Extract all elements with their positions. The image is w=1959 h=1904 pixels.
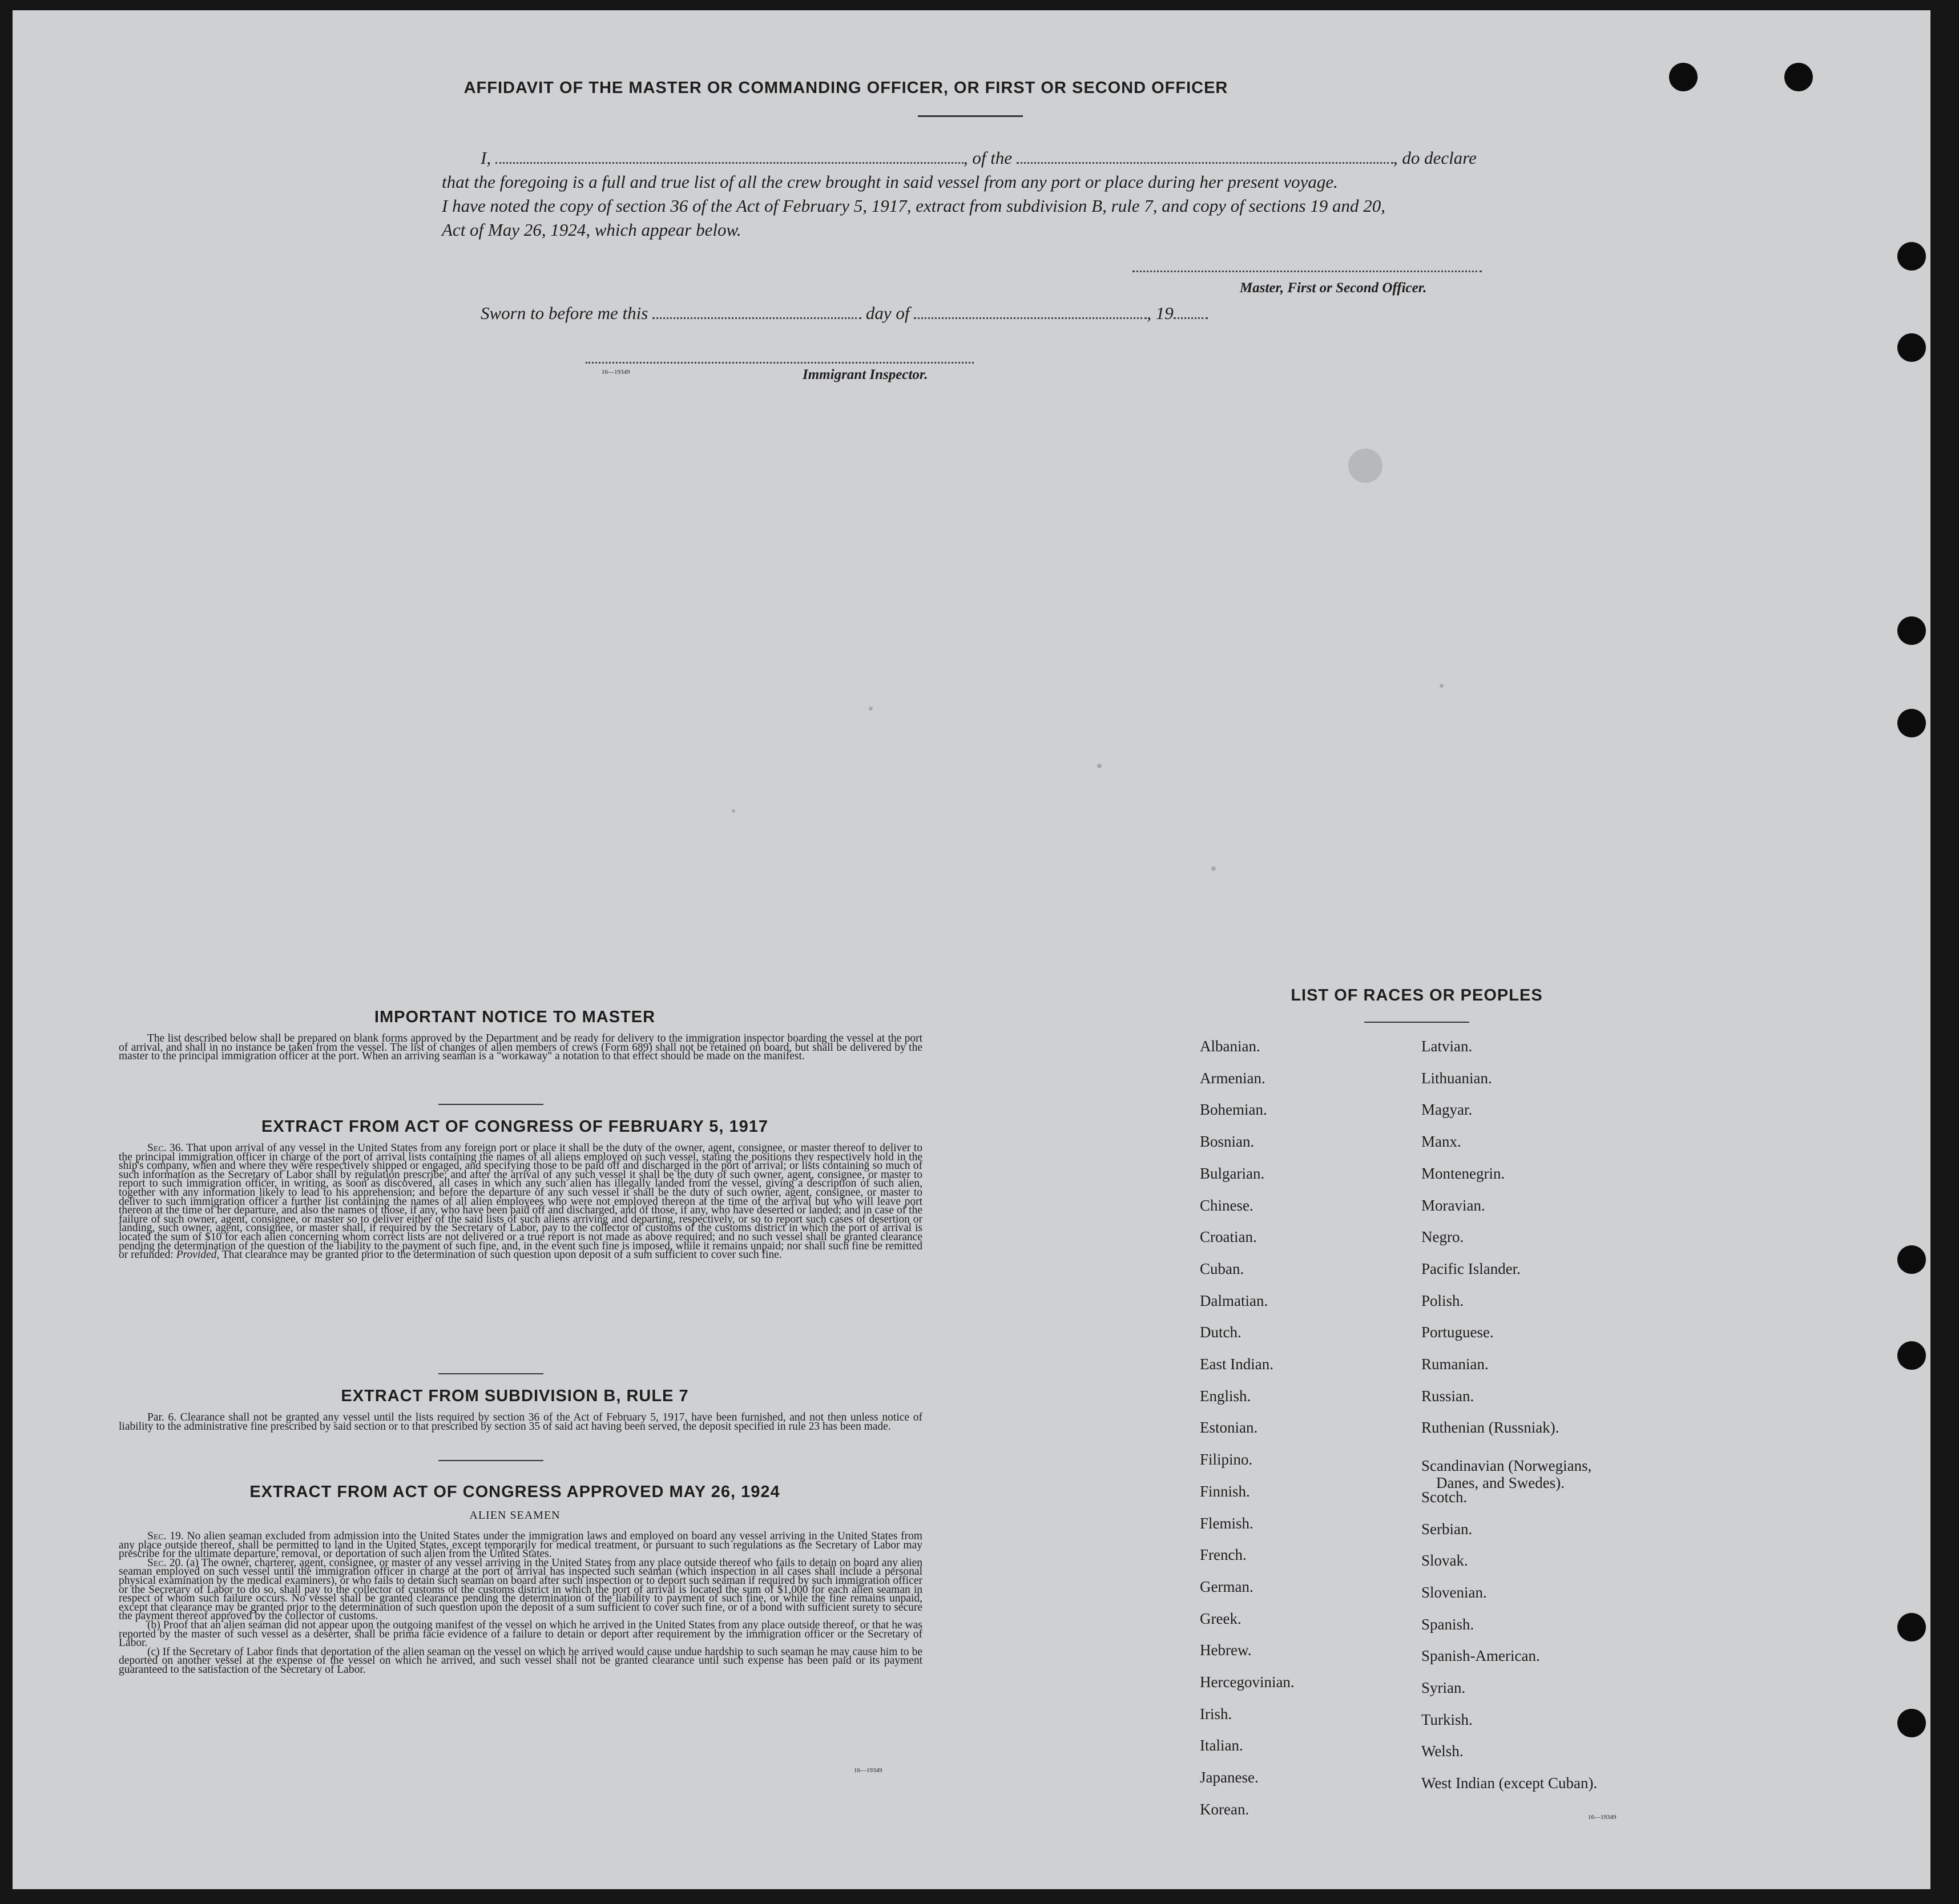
race-item: Turkish.: [1421, 1711, 1473, 1728]
race-item: Rumanian.: [1421, 1356, 1489, 1373]
race-item: Japanese.: [1200, 1769, 1259, 1786]
inspector-label: Immigrant Inspector.: [803, 367, 928, 382]
race-item: Ruthenian (Russniak).: [1421, 1419, 1559, 1436]
race-item: Bohemian.: [1200, 1101, 1267, 1118]
alien-seamen-subtitle: ALIEN SEAMEN: [469, 1509, 561, 1522]
provided-word: Provided,: [176, 1249, 220, 1261]
form-number: 16—19349: [602, 369, 630, 376]
race-item: Bulgarian.: [1200, 1165, 1265, 1182]
name-field[interactable]: [495, 160, 964, 164]
paper-speck: [1348, 449, 1382, 483]
document-page: [13, 10, 1930, 1889]
sec36-label: Sec. 36.: [147, 1142, 184, 1154]
race-item: German.: [1200, 1578, 1253, 1595]
race-item: East Indian.: [1200, 1356, 1273, 1373]
race-item: Estonian.: [1200, 1419, 1258, 1436]
races-title: LIST OF RACES OR PEOPLES: [1291, 986, 1543, 1005]
race-item: Latvian.: [1421, 1038, 1473, 1055]
vessel-field[interactable]: [1017, 160, 1393, 164]
extract-1917-text: [119, 1144, 922, 1260]
sworn-label: Sworn to before me this: [481, 303, 648, 323]
form-number-bottom-left: 16—19349: [854, 1767, 882, 1774]
sec19-paragraph: [119, 1532, 922, 1559]
race-item: Finnish.: [1200, 1483, 1250, 1500]
notice-text: The list described below shall be prepared on blank forms approved by the Department and be ready for delivery to the immigration inspector boarding the vessel at the port of arrival, and shall in no instance be taken from the vessel. The list of changes of alien members of crews (Form 689) shall not be retained on board, but shall be delivered by the master to the principal immigration officer at the port. When an arriving seaman is a "workaway" a notation to that effect should be made on the manifest.: [119, 1032, 922, 1063]
sec20-label: Sec. 20.: [147, 1556, 184, 1569]
punch-hole: [1897, 1709, 1926, 1737]
race-item: Portuguese.: [1421, 1324, 1494, 1341]
races-divider: [1364, 1022, 1469, 1023]
race-item: Armenian.: [1200, 1070, 1265, 1087]
race-item: Danes, and Swedes).: [1436, 1474, 1565, 1491]
affidavit-line4: Act of May 26, 1924, which appear below.: [442, 220, 741, 240]
punch-hole: [1897, 242, 1926, 271]
signature-label: Master, First or Second Officer.: [1240, 280, 1427, 296]
affidavit-of-the: , of the: [963, 148, 1013, 168]
day-of-label: day of: [865, 303, 910, 323]
race-item: Welsh.: [1421, 1742, 1464, 1760]
race-item: Korean.: [1200, 1801, 1249, 1818]
race-item: Albanian.: [1200, 1038, 1260, 1055]
rule7-text: Par. 6. Clearance shall not be granted any vessel until the lists required by section 36 of the Act of February 5, 1917, have been furnished, and not then unless notice of liability to the administrative fine prescribed by said section or to that prescribed by section 35 of said act having been served, the deposit specified in rule 23 has been made.: [119, 1411, 922, 1433]
title-divider: [918, 115, 1023, 117]
extract-1924-title: EXTRACT FROM ACT OF CONGRESS APPROVED MAY 26, 1924: [249, 1483, 780, 1501]
race-item: Negro.: [1421, 1228, 1464, 1245]
race-item: Hercegovinian.: [1200, 1673, 1295, 1691]
race-item: Serbian.: [1421, 1520, 1473, 1538]
sec19-text: No alien seaman excluded from admission into the United States under the immigration laws and employed on board any vessel arriving in the United States from any place outside thereof, shall be permitted to land in the United States, except temporarily for medical treatment, or pursuant to such regulations as the Secretary of Labor may prescribe for the ultimate departure, removal, or deportation of such alien from the United States.: [119, 1530, 922, 1560]
race-item: Croatian.: [1200, 1228, 1257, 1245]
signature-line[interactable]: [1132, 271, 1482, 272]
race-item: West Indian (except Cuban).: [1421, 1774, 1598, 1792]
sworn-year-field[interactable]: [1174, 315, 1208, 319]
race-item: Italian.: [1200, 1737, 1243, 1754]
punch-hole: [1897, 1245, 1926, 1274]
race-item: Pacific Islander.: [1421, 1260, 1521, 1277]
punch-hole: [1784, 63, 1813, 91]
race-item: Slovenian.: [1421, 1584, 1487, 1601]
sec20b-paragraph: (b) Proof that an alien seaman did not appear upon the outgoing manifest of the vessel on which he arrived in the United States from any place outside thereof, or that he was reported by the master of such vessel as a deserter, shall be prima facie evidence of a failure to detain or deport after requirement by the immigration officer or the Secretary of Labor.: [119, 1619, 922, 1649]
race-item: Greek.: [1200, 1610, 1241, 1627]
extract-1924-text: [119, 1532, 922, 1675]
punch-hole: [1669, 63, 1698, 91]
race-item: Dutch.: [1200, 1324, 1241, 1341]
paper-speck: [1097, 764, 1102, 768]
sec20a-paragraph: [119, 1556, 923, 1623]
sworn-month-field[interactable]: [914, 315, 1147, 319]
race-item: Lithuanian.: [1421, 1070, 1492, 1087]
race-item: Irish.: [1200, 1705, 1232, 1723]
extract-1917-title: EXTRACT FROM ACT OF CONGRESS OF FEBRUARY 5, 1917: [261, 1118, 769, 1136]
race-item: Manx.: [1421, 1133, 1461, 1150]
year-label: , 19: [1147, 303, 1174, 323]
punch-hole: [1897, 1613, 1926, 1641]
notice-title: IMPORTANT NOTICE TO MASTER: [374, 1008, 656, 1026]
race-item: Dalmatian.: [1200, 1292, 1268, 1309]
race-item: Slovak.: [1421, 1552, 1468, 1569]
rule7-title: EXTRACT FROM SUBDIVISION B, RULE 7: [341, 1387, 689, 1405]
sec20c-paragraph: (c) If the Secretary of Labor finds that deportation of the alien seaman on the vessel on which he arrived would cause undue hardship to such seaman he may cause him to be deported on another vessel at the expense of the vessel on which he arrived, and such vessel shall not be granted clearance until such expense has been paid or its payment guaranteed to the satisfaction of the Secretary of Labor.: [119, 1645, 922, 1676]
sworn-line: [481, 301, 1280, 325]
paper-speck: [1211, 866, 1216, 871]
sec36-text-b: That clearance may be granted prior to the determination of such question upon deposit of a sum sufficient to cover such fine.: [221, 1249, 782, 1261]
form-number-races: 16—19349: [1588, 1814, 1617, 1821]
race-item: Moravian.: [1421, 1197, 1485, 1214]
sworn-day-field[interactable]: [652, 315, 861, 319]
race-item: Hebrew.: [1200, 1641, 1252, 1659]
race-item: French.: [1200, 1546, 1247, 1563]
paper-speck: [869, 707, 873, 711]
sec19-label: Sec. 19.: [147, 1530, 184, 1542]
race-item: Spanish-American.: [1421, 1647, 1540, 1664]
punch-hole: [1897, 709, 1926, 737]
sec20a-text: (a) The owner, charterer, agent, consignee, or master of any vessel arriving in the United States from any place outside thereof who fails to detain on board any alien seaman employed on such vessel until the immigration officer in charge at the port of arrival has inspected such seaman (which inspection in all cases shall include a personal physical examination by the medical examiners), or who fails to detain such seaman on board after such inspection or to deport such seaman if required by such immigration officer or the Secretary of Labor to do so, shall pay to the collector of customs of the customs district in which the port of arrival is located the sum of $1,000 for each alien seaman in respect of whom such failure occurs. No vessel shall be granted clearance pending the determination of the liability to payment of such fine, or while the fine remains unpaid, except that clearance may be granted prior to the determination of such question upon the deposit of a sum sufficient to cover such fine, or of a bond with sufficient surety to secure the payment thereof approved by the collector of customs.: [119, 1556, 923, 1623]
notice-divider: [438, 1104, 543, 1105]
race-item: Chinese.: [1200, 1197, 1253, 1214]
affidavit-do-declare: , do declare: [1393, 148, 1477, 168]
paper-speck: [732, 809, 735, 813]
race-item: Scotch.: [1421, 1488, 1468, 1506]
race-item: Syrian.: [1421, 1679, 1466, 1696]
race-item: Flemish.: [1200, 1515, 1253, 1532]
race-item: Scandinavian (Norwegians,: [1421, 1457, 1592, 1474]
punch-hole: [1897, 333, 1926, 362]
race-item: Cuban.: [1200, 1260, 1244, 1277]
affidavit-line1: [481, 146, 1531, 170]
race-item: English.: [1200, 1387, 1251, 1405]
sec36-text-a: That upon arrival of any vessel in the United States from any foreign port or place it shall be the duty of the owner, agent, consignee, or master thereof to deliver to the principal immigration officer in charge of the port of arrival lists containing the names of all aliens employed on such vessel, stating the positions they respectively hold in the ship's company, when and where they were respectively shipped or engaged, and specifying those to be paid off and discharged in the port of arrival; or lists containing so much of such information as the Secretary of Labor shall by regulation prescribe; and after the arrival of any such vessel it shall be the duty of such owner, agent, consignee, or master to report to such immigration officer, in writing, as soon as discovered, all cases in which any such alien has illegally landed from the vessel, giving a description of such alien, together with any information likely to lead to his apprehension; and before the departure of any such vessel it shall be the duty of such owner, agent, consignee, or master to deliver to such immigration officer a further list containing the names of all alien employees who were not employed thereon at the time of the arrival but who will leave port thereon at the time of her departure, and also the names of those, if any, who have been paid off and discharged, and of those, if any, who have deserted or landed; and in case of the failure of such owner, agent, consignee, or master so to deliver either of the said lists of such aliens arriving and departing, respectively, or so to report such cases of desertion or landing, such owner, agent, consignee, or master shall, if required by the Secretary of Labor, pay to the collector of customs of the customs district in which the port of arrival is located the sum of $10 for each alien concerning whom correct lists are not delivered or a true report is not made as above required; and no such vessel shall be granted clearance pending the determination of the question of the liability to the payment of such fine, and, in the event such fine is imposed, while it remains unpaid; nor shall such fine be remitted or refunded:: [119, 1142, 922, 1261]
affidavit-line3: I have noted the copy of section 36 of the Act of February 5, 1917, extract from subdivision B, rule 7, and copy of sections 19 and 20,: [442, 196, 1386, 216]
punch-hole: [1897, 1341, 1926, 1370]
paper-speck: [1440, 684, 1444, 688]
affidavit-i: I,: [481, 148, 491, 168]
punch-hole: [1897, 616, 1926, 645]
race-item: Magyar.: [1421, 1101, 1473, 1118]
race-item: Spanish.: [1421, 1616, 1474, 1633]
affidavit-line2: that the foregoing is a full and true list of all the crew brought in said vessel from any port or place during her present voyage.: [442, 172, 1338, 192]
extract-1917-divider: [438, 1373, 543, 1374]
affidavit-title: AFFIDAVIT OF THE MASTER OR COMMANDING OFFICER, OR FIRST OR SECOND OFFICER: [463, 79, 1228, 97]
race-item: Polish.: [1421, 1292, 1464, 1309]
race-item: Montenegrin.: [1421, 1165, 1505, 1182]
race-item: Filipino.: [1200, 1451, 1253, 1468]
rule7-divider: [438, 1460, 543, 1461]
race-item: Russian.: [1421, 1387, 1474, 1405]
race-item: Bosnian.: [1200, 1133, 1255, 1150]
